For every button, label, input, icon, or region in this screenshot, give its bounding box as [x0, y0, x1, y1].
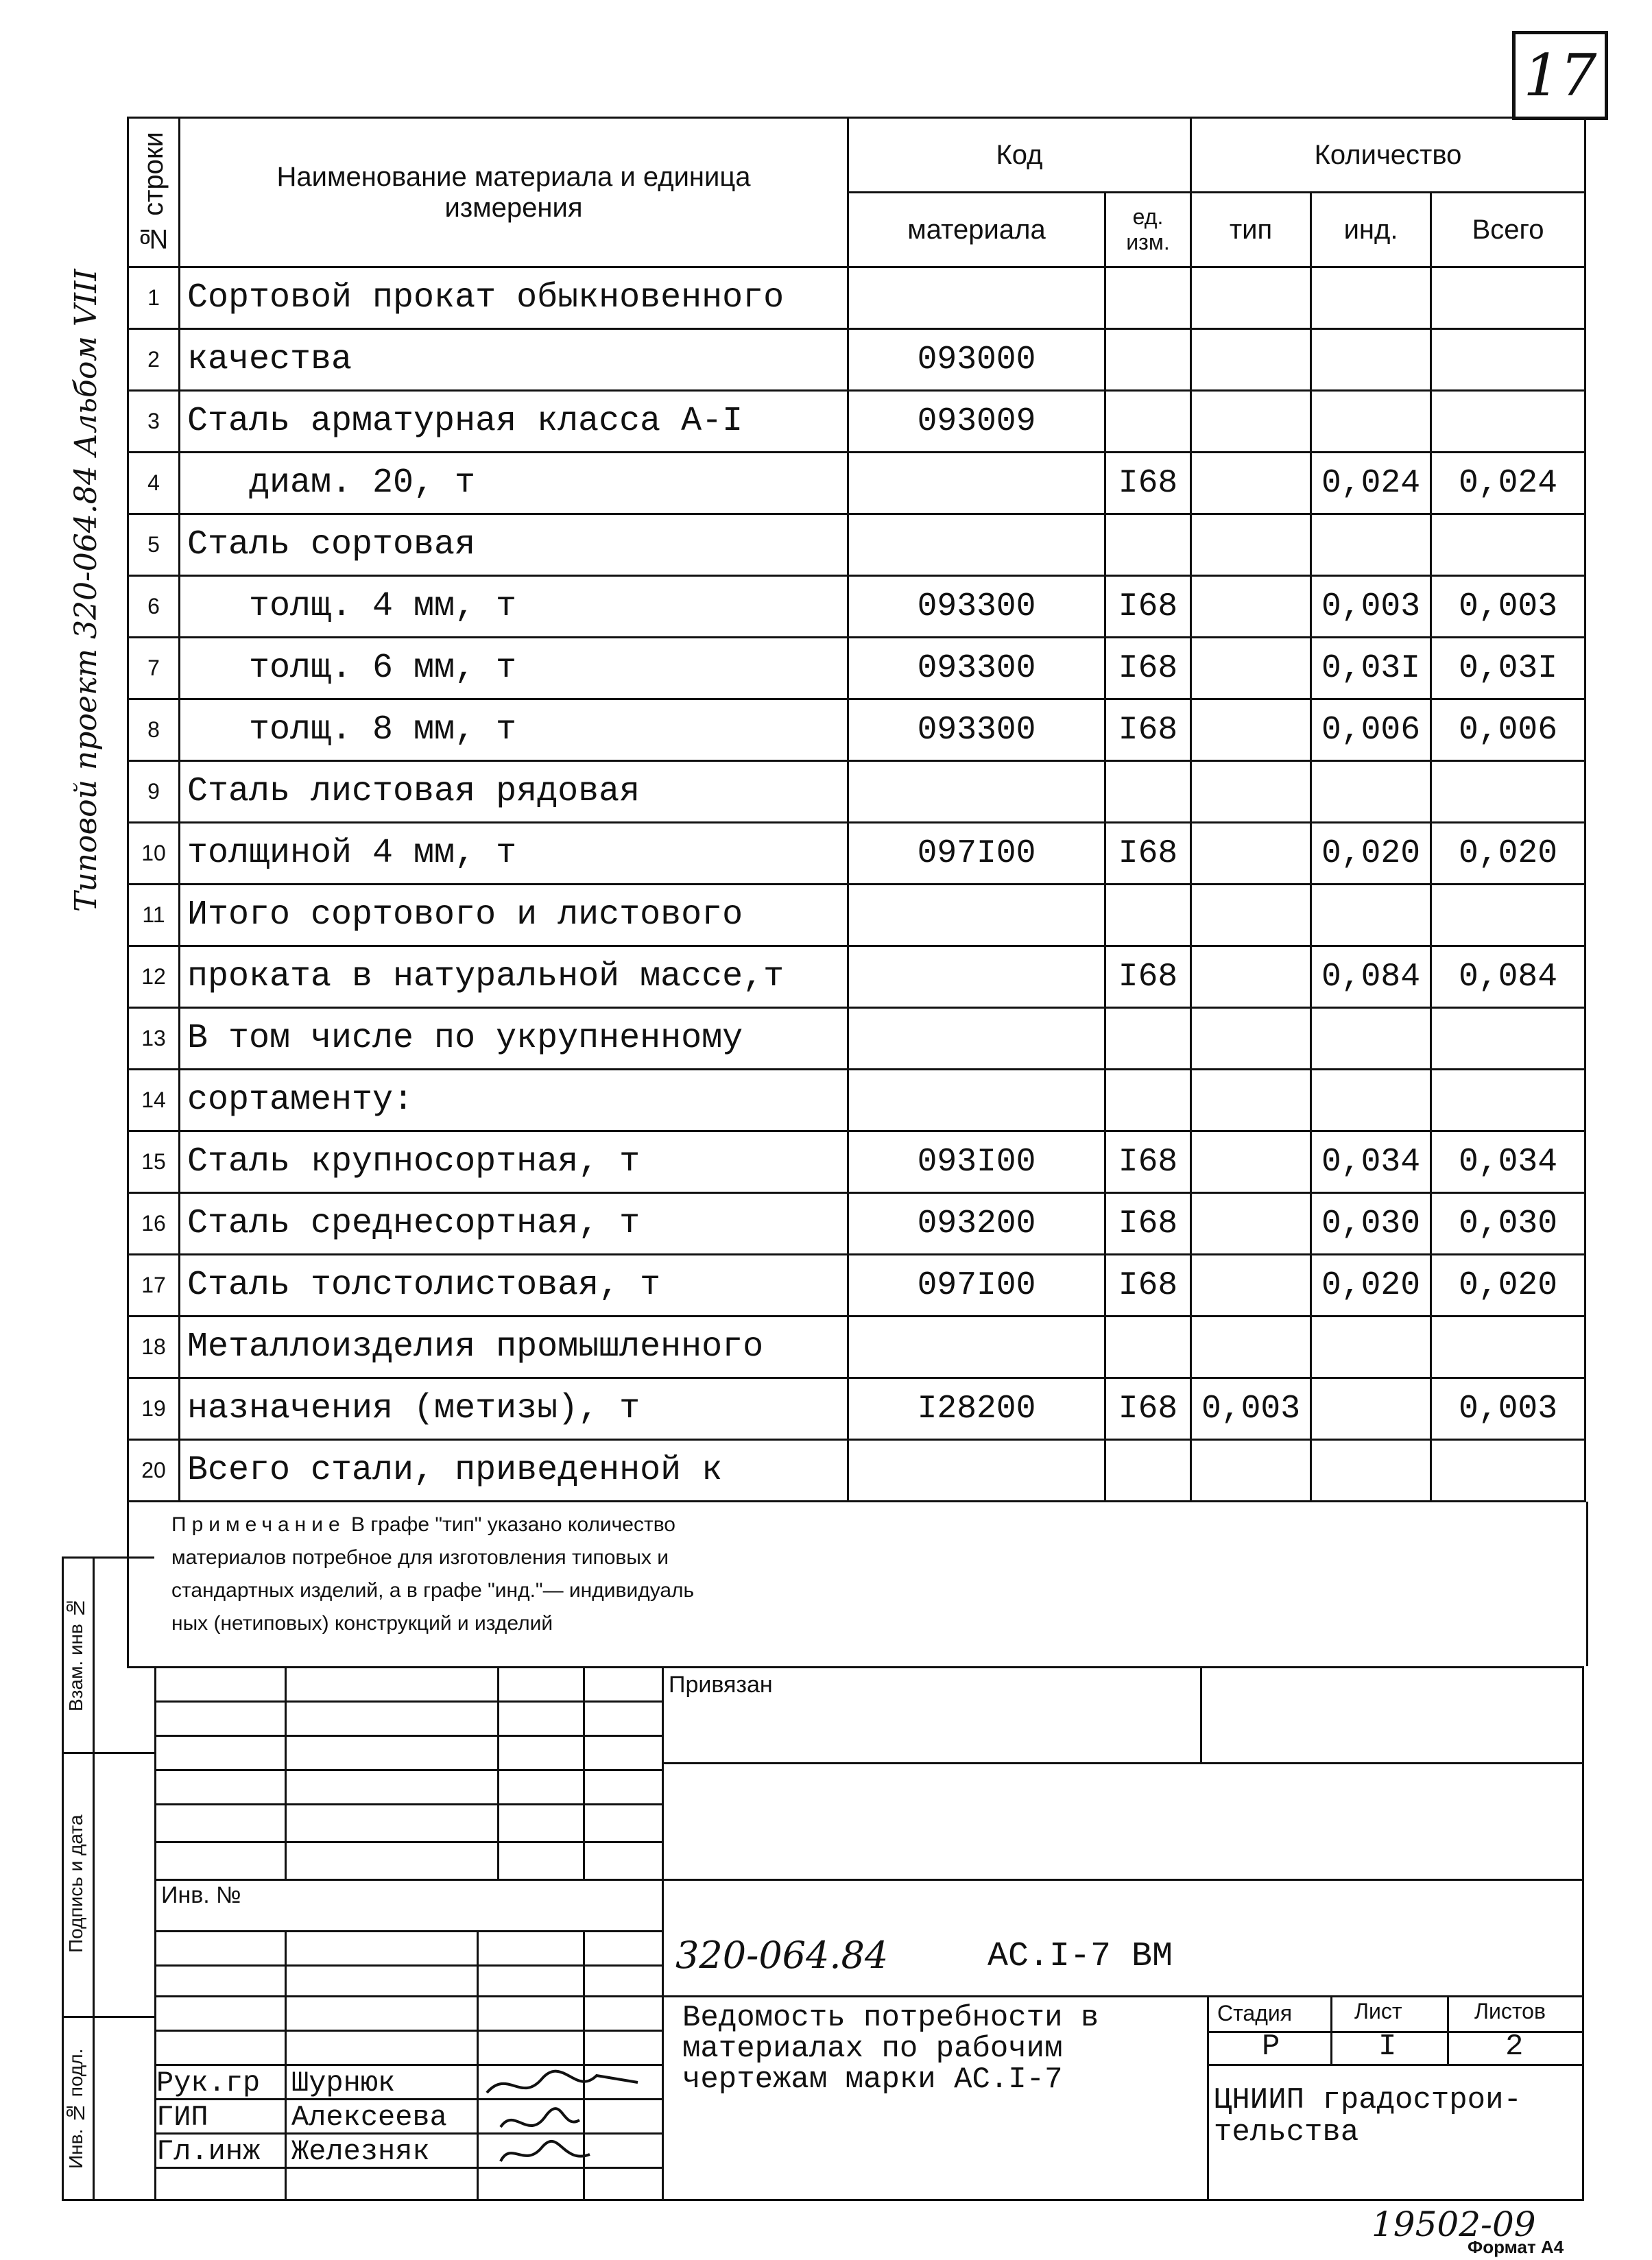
row-total-qty: 0,034 — [1431, 1131, 1585, 1193]
row-ind-qty: 0,084 — [1311, 946, 1431, 1008]
row-total-qty — [1431, 1070, 1585, 1131]
footer-number: 19502-09 — [1372, 2204, 1536, 2244]
row-code: 093200 — [848, 1193, 1105, 1255]
row-name: Всего стали, приведенной к — [180, 1440, 848, 1502]
signature-2 — [501, 2108, 579, 2127]
header-row-no: № строки — [128, 118, 180, 267]
row-ind-qty — [1311, 761, 1431, 823]
row-number: 12 — [128, 946, 180, 1008]
row-ind-qty — [1311, 1378, 1431, 1440]
row-name: Сталь сортовая — [180, 514, 848, 576]
signatures-svg — [480, 2065, 645, 2168]
row-code: 093I00 — [848, 1131, 1105, 1193]
row-type-qty — [1191, 823, 1311, 885]
note-line-2: материалов потребное для изготовления типовых и — [171, 1546, 669, 1569]
page-number: 17 — [1512, 31, 1608, 120]
side-vzam-inv: Взам. инв № — [65, 1597, 86, 1711]
org-line-2: тельства — [1214, 2115, 1359, 2150]
row-number: 20 — [128, 1440, 180, 1502]
row-number: 18 — [128, 1317, 180, 1378]
table-row — [128, 1378, 1585, 1440]
row-name: толщ. 6 мм, т — [180, 638, 848, 699]
row-unit — [1105, 885, 1191, 946]
row-name: Сталь арматурная класса А-I — [180, 391, 848, 453]
table-row — [128, 453, 1585, 514]
row-number: 7 — [128, 638, 180, 699]
row-name: назначения (метизы), т — [180, 1378, 848, 1440]
row-type-qty: 0,003 — [1191, 1378, 1311, 1440]
header-qty-ind: инд. — [1311, 193, 1431, 267]
row-type-qty — [1191, 453, 1311, 514]
row-type-qty — [1191, 329, 1311, 391]
row-number: 4 — [128, 453, 180, 514]
row-total-qty: 0,003 — [1431, 576, 1585, 638]
header-qty-total: Всего — [1431, 193, 1585, 267]
table-row — [128, 329, 1585, 391]
row-ind-qty: 0,030 — [1311, 1193, 1431, 1255]
row-code — [848, 1440, 1105, 1502]
row-name: диам. 20, т — [180, 453, 848, 514]
table-row — [128, 1317, 1585, 1378]
header-code: Код — [848, 118, 1191, 193]
row-total-qty: 0,020 — [1431, 823, 1585, 885]
row-total-qty: 0,024 — [1431, 453, 1585, 514]
row-number: 2 — [128, 329, 180, 391]
row-name: Сортовой прокат обыкновенного — [180, 267, 848, 329]
row-unit — [1105, 1440, 1191, 1502]
row-number: 8 — [128, 699, 180, 761]
row-ind-qty: 0,003 — [1311, 576, 1431, 638]
row-total-qty — [1431, 885, 1585, 946]
row-code — [848, 946, 1105, 1008]
table-row — [128, 946, 1585, 1008]
row-name: качества — [180, 329, 848, 391]
header-qty-type: тип — [1191, 193, 1311, 267]
side-project-label: Типовой проект 320-064.84 Альбом VIII — [69, 269, 104, 912]
row-type-qty — [1191, 1131, 1311, 1193]
sheets-label: Листов — [1474, 1999, 1546, 2023]
table-row — [128, 1440, 1585, 1502]
row-type-qty — [1191, 1008, 1311, 1070]
row-total-qty: 0,030 — [1431, 1193, 1585, 1255]
row-total-qty: 0,006 — [1431, 699, 1585, 761]
table-row — [128, 1070, 1585, 1131]
row-unit: I68 — [1105, 576, 1191, 638]
table-row — [128, 576, 1585, 638]
row-ind-qty — [1311, 391, 1431, 453]
role-3: Гл.инж — [156, 2135, 261, 2168]
row-number: 13 — [128, 1008, 180, 1070]
row-unit: I68 — [1105, 946, 1191, 1008]
row-code — [848, 514, 1105, 576]
row-code: 093300 — [848, 576, 1105, 638]
row-name: толщиной 4 мм, т — [180, 823, 848, 885]
row-total-qty: 0,084 — [1431, 946, 1585, 1008]
role-1: Рук.гр — [156, 2067, 261, 2100]
table-row — [128, 823, 1585, 885]
table-row — [128, 638, 1585, 699]
role-1-name: Шурнюк — [291, 2067, 396, 2100]
title-line-2: материалах по рабочим — [682, 2032, 1063, 2066]
row-ind-qty — [1311, 885, 1431, 946]
row-unit: I68 — [1105, 638, 1191, 699]
role-2: ГИП — [156, 2101, 208, 2134]
role-3-name: Железняк — [291, 2135, 430, 2168]
row-name: В том числе по укрупненному — [180, 1008, 848, 1070]
row-name: толщ. 4 мм, т — [180, 576, 848, 638]
doc-code: АС.I-7 ВМ — [987, 1937, 1173, 1976]
table-row — [128, 1193, 1585, 1255]
org-line-1: ЦНИИП градострои- — [1214, 2083, 1522, 2117]
side-inv-podl: Инв. № подл. — [65, 2048, 86, 2169]
row-type-qty — [1191, 699, 1311, 761]
row-type-qty — [1191, 946, 1311, 1008]
row-code: I28200 — [848, 1378, 1105, 1440]
row-name: Сталь среднесортная, т — [180, 1193, 848, 1255]
row-type-qty — [1191, 885, 1311, 946]
row-type-qty — [1191, 1255, 1311, 1317]
row-total-qty — [1431, 761, 1585, 823]
row-ind-qty: 0,024 — [1311, 453, 1431, 514]
note-line-4: ных (нетиповых) конструкций и изделий — [171, 1612, 553, 1635]
row-unit — [1105, 1008, 1191, 1070]
row-total-qty — [1431, 329, 1585, 391]
stage-value: Р — [1262, 2030, 1280, 2064]
side-podpis-data: Подпись и дата — [65, 1814, 86, 1954]
row-ind-qty: 0,03I — [1311, 638, 1431, 699]
title-line-1: Ведомость потребности в — [682, 2001, 1099, 2035]
row-code: 097I00 — [848, 823, 1105, 885]
row-number: 16 — [128, 1193, 180, 1255]
row-type-qty — [1191, 1440, 1311, 1502]
table-row — [128, 267, 1585, 329]
row-type-qty — [1191, 576, 1311, 638]
row-name: Итого сортового и листового — [180, 885, 848, 946]
materials-table — [127, 117, 1586, 1502]
row-code — [848, 453, 1105, 514]
row-total-qty — [1431, 1008, 1585, 1070]
table-row — [128, 1131, 1585, 1193]
row-code — [848, 1070, 1105, 1131]
header-code-material: материала — [848, 193, 1105, 267]
row-code: 093300 — [848, 699, 1105, 761]
row-unit: I68 — [1105, 1255, 1191, 1317]
row-ind-qty — [1311, 329, 1431, 391]
row-unit: I68 — [1105, 1131, 1191, 1193]
row-unit — [1105, 761, 1191, 823]
row-unit — [1105, 514, 1191, 576]
stage-label: Стадия — [1217, 2001, 1293, 2025]
sheet-value: I — [1378, 2030, 1397, 2064]
note-title: Примечание — [171, 1513, 346, 1536]
row-ind-qty: 0,020 — [1311, 823, 1431, 885]
row-number: 19 — [128, 1378, 180, 1440]
row-type-qty — [1191, 1193, 1311, 1255]
row-name: Сталь крупносортная, т — [180, 1131, 848, 1193]
row-name: Металлоизделия промышленного — [180, 1317, 848, 1378]
row-code — [848, 267, 1105, 329]
table-row — [128, 391, 1585, 453]
header-quantity: Количество — [1191, 118, 1585, 193]
row-unit — [1105, 391, 1191, 453]
row-name: проката в натуральной массе,т — [180, 946, 848, 1008]
row-unit — [1105, 1317, 1191, 1378]
row-number: 15 — [128, 1131, 180, 1193]
row-unit: I68 — [1105, 699, 1191, 761]
row-unit — [1105, 1070, 1191, 1131]
doc-code-handwritten: 320-064.84 — [675, 1934, 889, 1977]
row-number: 6 — [128, 576, 180, 638]
row-type-qty — [1191, 267, 1311, 329]
header-code-unit: ед. изм. — [1105, 193, 1191, 267]
row-ind-qty — [1311, 514, 1431, 576]
title-line-3: чертежам марки АС.I-7 — [682, 2063, 1063, 2097]
row-type-qty — [1191, 1317, 1311, 1378]
row-ind-qty — [1311, 1008, 1431, 1070]
inv-no-label: Инв. № — [161, 1882, 241, 1908]
row-total-qty: 0,03I — [1431, 638, 1585, 699]
row-unit — [1105, 329, 1191, 391]
table-row — [128, 1008, 1585, 1070]
row-number: 1 — [128, 267, 180, 329]
note-line-1: В графе "тип" указано количество — [351, 1513, 675, 1536]
sheets-value: 2 — [1505, 2030, 1524, 2064]
row-number: 9 — [128, 761, 180, 823]
row-total-qty — [1431, 391, 1585, 453]
row-unit: I68 — [1105, 453, 1191, 514]
row-unit: I68 — [1105, 1193, 1191, 1255]
row-total-qty: 0,003 — [1431, 1378, 1585, 1440]
table-row — [128, 699, 1585, 761]
row-ind-qty — [1311, 1317, 1431, 1378]
row-total-qty — [1431, 1317, 1585, 1378]
table-row — [128, 885, 1585, 946]
row-total-qty: 0,020 — [1431, 1255, 1585, 1317]
row-type-qty — [1191, 514, 1311, 576]
table-row — [128, 514, 1585, 576]
row-ind-qty — [1311, 1070, 1431, 1131]
row-type-qty — [1191, 638, 1311, 699]
row-code: 093000 — [848, 329, 1105, 391]
row-code — [848, 885, 1105, 946]
row-unit — [1105, 267, 1191, 329]
row-type-qty — [1191, 761, 1311, 823]
row-type-qty — [1191, 1070, 1311, 1131]
row-name: сортаменту: — [180, 1070, 848, 1131]
signature-1 — [487, 2071, 638, 2093]
row-code — [848, 761, 1105, 823]
row-code — [848, 1008, 1105, 1070]
row-type-qty — [1191, 391, 1311, 453]
row-number: 5 — [128, 514, 180, 576]
row-ind-qty: 0,006 — [1311, 699, 1431, 761]
row-number: 10 — [128, 823, 180, 885]
row-name: Сталь листовая рядовая — [180, 761, 848, 823]
row-unit: I68 — [1105, 823, 1191, 885]
row-number: 11 — [128, 885, 180, 946]
row-name: Сталь толстолистовая, т — [180, 1255, 848, 1317]
row-number: 14 — [128, 1070, 180, 1131]
row-number: 17 — [128, 1255, 180, 1317]
format-label: Формат А4 — [1468, 2237, 1564, 2257]
row-ind-qty — [1311, 1440, 1431, 1502]
row-number: 3 — [128, 391, 180, 453]
row-code — [848, 1317, 1105, 1378]
row-code: 093300 — [848, 638, 1105, 699]
note — [171, 1508, 1269, 1640]
row-ind-qty — [1311, 267, 1431, 329]
row-code: 097I00 — [848, 1255, 1105, 1317]
note-line-3: стандартных изделий, а в графе "инд."— индивидуаль — [171, 1579, 695, 1602]
row-total-qty — [1431, 514, 1585, 576]
row-ind-qty: 0,034 — [1311, 1131, 1431, 1193]
row-name: толщ. 8 мм, т — [180, 699, 848, 761]
table-row — [128, 1255, 1585, 1317]
row-unit: I68 — [1105, 1378, 1191, 1440]
table-row — [128, 761, 1585, 823]
row-ind-qty: 0,020 — [1311, 1255, 1431, 1317]
privyazan-label: Привязан — [669, 1672, 773, 1698]
row-total-qty — [1431, 267, 1585, 329]
role-2-name: Алексеева — [291, 2101, 447, 2134]
row-code: 093009 — [848, 391, 1105, 453]
row-total-qty — [1431, 1440, 1585, 1502]
signature-3 — [501, 2141, 590, 2161]
header-name: Наименование материала и единица измерения — [180, 118, 848, 267]
sheet-label: Лист — [1354, 1999, 1402, 2023]
